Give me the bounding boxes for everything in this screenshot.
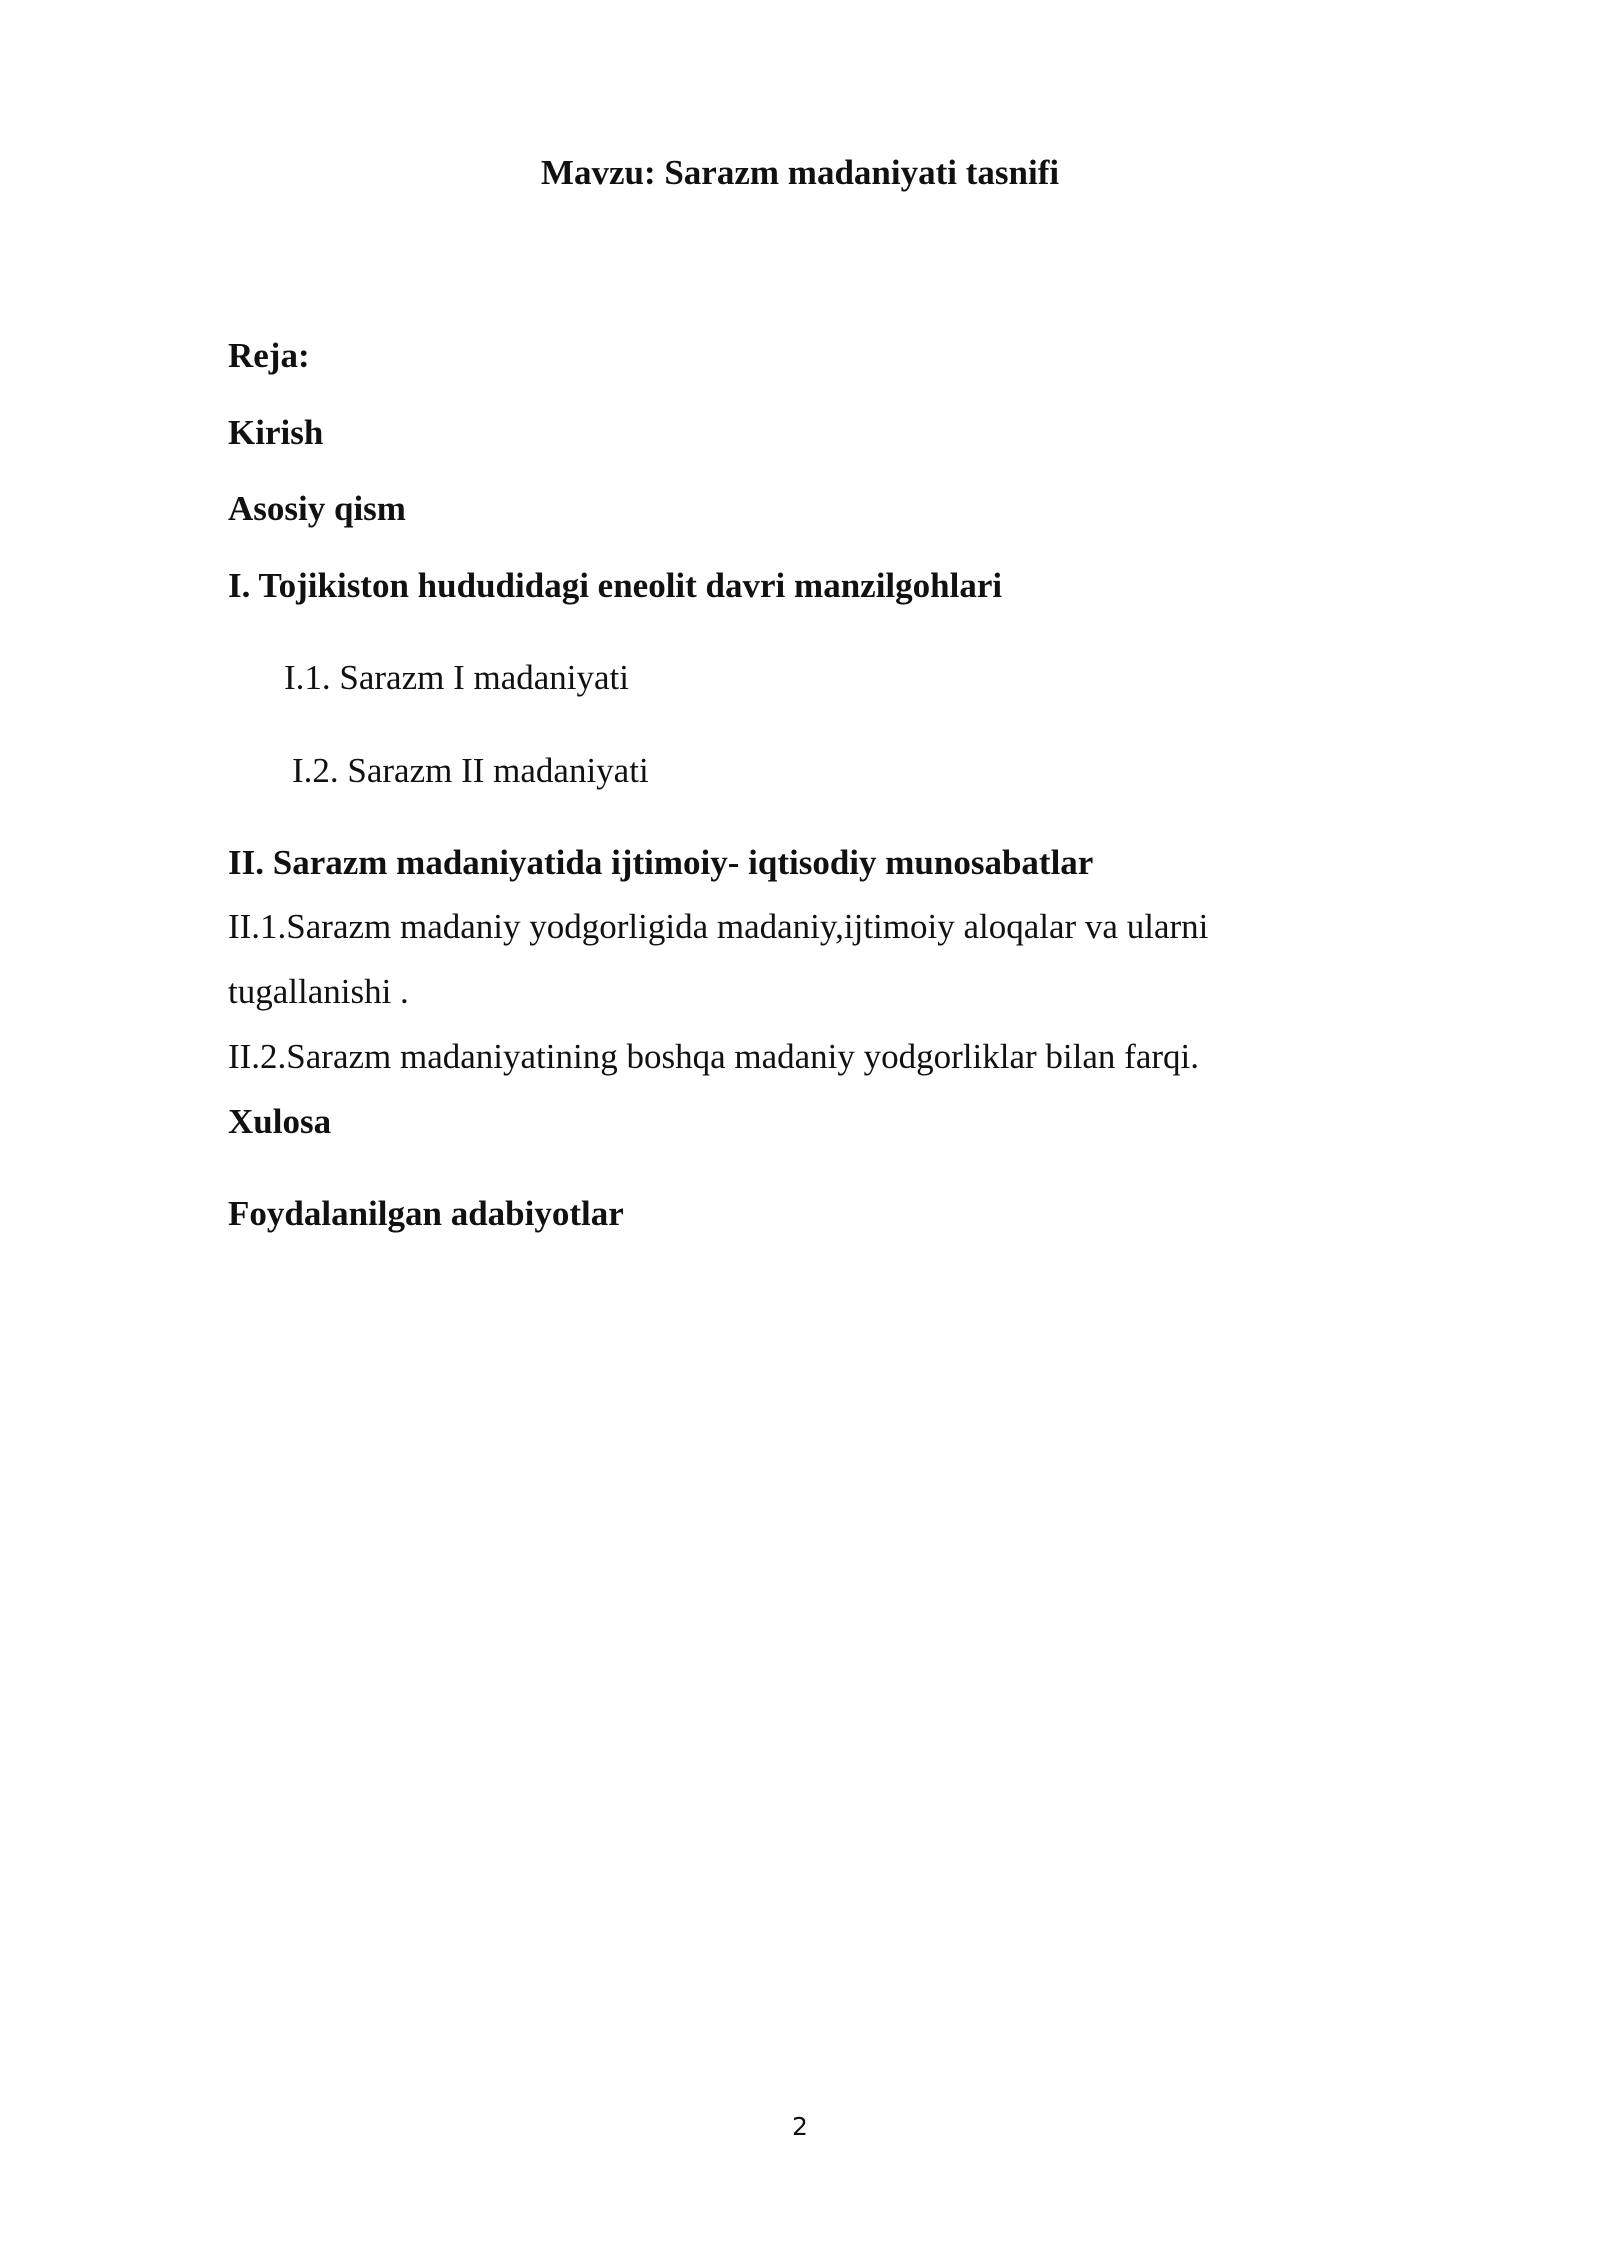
plan-heading: Reja: [228,336,310,375]
toc-section-2-item-1-line-1: II.1.Sarazm madaniy yodgorligida madaniy,ijtimoiy aloqalar va ularni [228,907,1209,946]
page-number: 2 [792,2112,808,2141]
toc-main-part: Asosiy qism [228,489,406,528]
toc-conclusion: Xulosa [228,1102,332,1141]
toc-section-2-item-1-line-2: tugallanishi . [228,972,409,1011]
toc-section-1-item-2: I.2. Sarazm II madaniyati [292,751,649,790]
toc-section-2-heading: II. Sarazm madaniyatida ijtimoiy- iqtisodiy munosabatlar [228,843,1094,882]
toc-references: Foydalanilgan adabiyotlar [228,1194,624,1233]
toc-section-1-item-1: I.1. Sarazm I madaniyati [284,658,630,697]
document-title: Mavzu: Sarazm madaniyati tasnifi [540,153,1060,192]
toc-intro: Kirish [228,413,324,452]
toc-section-1-heading: I. Tojikiston hududidagi eneolit davri manzilgohlari [228,566,1003,605]
toc-section-2-item-2: II.2.Sarazm madaniyatining boshqa madaniy yodgorliklar bilan farqi. [228,1037,1199,1076]
